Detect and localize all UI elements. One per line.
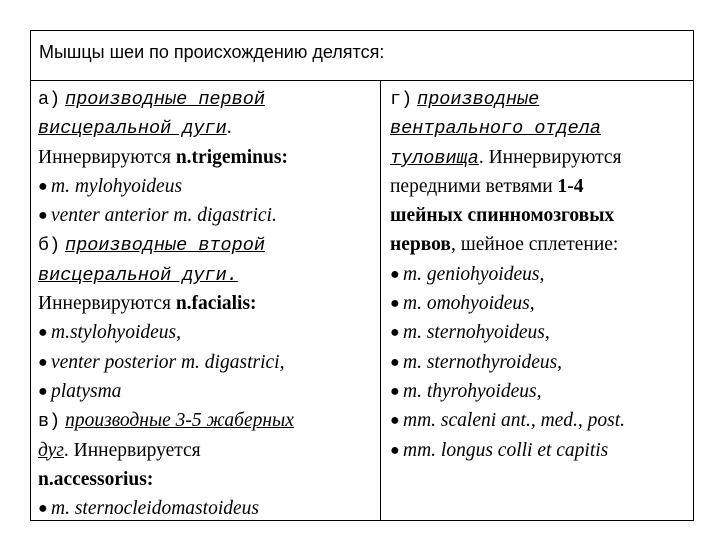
group-b-line-2: висцеральной дуги.	[38, 264, 238, 286]
bullet-icon: ●	[38, 353, 48, 371]
bullet-icon: ●	[390, 412, 400, 430]
group-g-line-1: г) производные	[390, 89, 540, 110]
list-item: ● venter posterior m. digastrici,	[38, 348, 380, 377]
list-item: ● mm. scaleni ant., med., post.	[390, 406, 693, 435]
bullet-icon: ●	[38, 207, 48, 225]
group-g-line-5: шейных спинномозговых	[390, 205, 615, 227]
table-header	[31, 31, 693, 81]
list-item: ● venter anterior m. digastrici.	[38, 201, 380, 230]
list-item: ● platysma	[38, 377, 380, 406]
header-title: Мышцы шеи по происхождению делятся:	[39, 42, 385, 62]
nerve-facialis: n.facialis:	[175, 293, 257, 315]
group-c-innervation	[38, 465, 380, 494]
group-g-line-3: туловища. Иннервируются	[390, 146, 622, 169]
bullet-icon: ●	[390, 441, 400, 459]
group-b-title: производные второй	[65, 235, 265, 257]
group-c-line-1: в) производные 3-5 жаберных	[38, 410, 294, 433]
group-a-line-2: висцеральной дуги.	[38, 117, 232, 140]
bullet-icon: ●	[390, 265, 400, 283]
group-a-line-1: а) производные первой	[38, 89, 265, 110]
group-g-title: производные	[417, 89, 540, 110]
bullet-icon: ●	[390, 353, 400, 371]
list-item: ● m. omohyoideus,	[390, 289, 693, 318]
list-item: ● m. sternothyroideus,	[390, 348, 693, 377]
list-item: ● mm. longus colli et capitis	[390, 436, 693, 465]
group-b-line-1: б) производные второй	[38, 235, 265, 257]
list-item: ● m. thyrohyoideus,	[390, 377, 693, 406]
right-column	[381, 81, 693, 520]
muscles-table	[30, 30, 694, 521]
group-a-title: производные первой	[65, 89, 265, 110]
list-item: ● m. mylohyoideus	[38, 172, 380, 201]
bullet-icon: ●	[38, 324, 48, 342]
group-g-line-2: вентрального отдела	[390, 118, 601, 140]
bullet-icon: ●	[38, 500, 48, 518]
bullet-icon: ●	[38, 177, 48, 195]
bullet-icon: ●	[390, 295, 400, 313]
bullet-icon: ●	[390, 324, 400, 342]
bullet-icon: ●	[38, 382, 48, 400]
list-item: ● m.stylohyoideus,	[38, 318, 380, 347]
nerve-trigeminus: n.trigeminus:	[175, 146, 288, 168]
group-c-title: производные 3-5 жаберных	[65, 410, 294, 432]
group-a-innervation: Иннервируются n.trigeminus:	[38, 146, 288, 168]
nerve-accessorius: n.accessorius:	[38, 468, 154, 490]
bullet-icon: ●	[390, 382, 400, 400]
group-b-innervation: Иннервируются n.facialis:	[38, 293, 257, 315]
list-item: ● m. sternocleidomastoideus	[38, 494, 380, 523]
list-item: ● m. geniohyoideus,	[390, 260, 693, 289]
group-c-line-2: дуг. Иннервируется	[38, 439, 201, 461]
group-g-line-6: нервов, шейное сплетение:	[390, 234, 619, 256]
left-column	[31, 81, 381, 520]
group-g-line-4: передними ветвями 1-4	[390, 175, 584, 197]
list-item: ● m. sternohyoideus,	[390, 318, 693, 347]
